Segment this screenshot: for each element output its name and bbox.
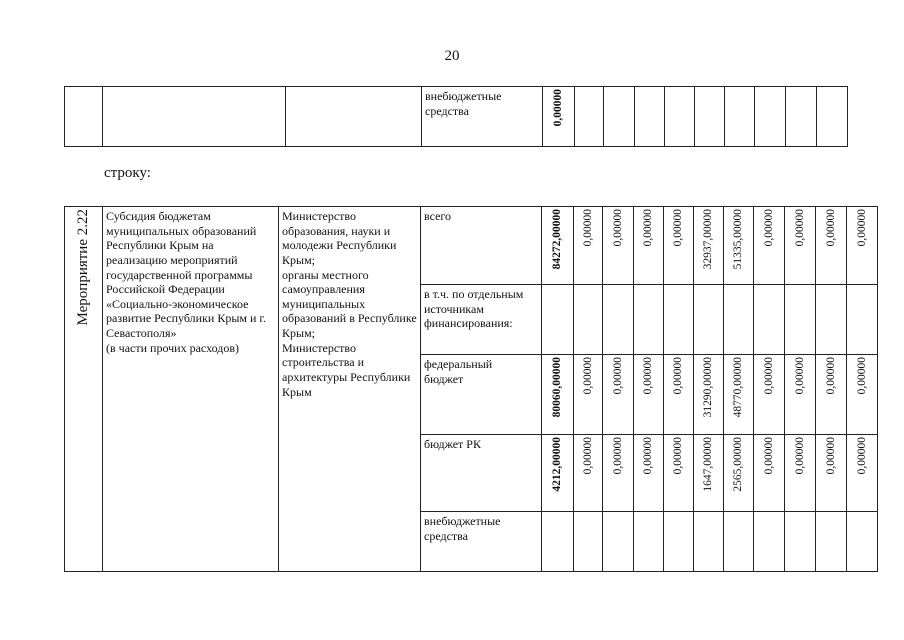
event-label: Мероприятие 2.22	[75, 209, 92, 326]
value-cell	[816, 512, 847, 572]
executors-cell: Министерство образования, науки и молодежи Республики Крым; органы местного самоуправления муниципальных образований в Республике Крым; Министерство строительства и архитектуры Республики Крым	[279, 207, 421, 572]
funding-source-cell: федеральный бюджет	[421, 355, 542, 435]
value-cell: 0,00000	[847, 207, 878, 285]
value-cell: 0,00000	[664, 355, 694, 435]
event-label-cell	[65, 207, 103, 572]
value-cell	[816, 285, 847, 355]
value-cell	[847, 512, 878, 572]
value-cell: 80060,00000	[542, 355, 574, 435]
value-cell: 0,00000	[785, 435, 816, 512]
value-cell	[754, 285, 785, 355]
description-cell: Субсидия бюджетам муниципальных образований Республики Крым на реализацию мероприятий государственной программы Российской Федерации «Социально-экономическое развитие Республики Крым и г. Севастополя» (в части прочих расходов)	[103, 207, 279, 572]
value-cell	[574, 285, 603, 355]
value-cell: 0,00000	[634, 435, 664, 512]
value-cell: 0,00000	[634, 355, 664, 435]
value-cell: 31290,00000	[694, 355, 724, 435]
value-cell: 0,00000	[603, 207, 634, 285]
value-cell	[786, 87, 817, 147]
table-row	[65, 207, 878, 285]
main-table	[64, 206, 878, 572]
value-cell	[785, 285, 816, 355]
value-cell: 0,00000	[574, 435, 603, 512]
value-cell: 84272,00000	[542, 207, 574, 285]
empty-cell	[286, 87, 422, 147]
value-cell: 0,00000	[816, 207, 847, 285]
value-cell	[665, 87, 695, 147]
value-cell: 1647,00000	[694, 435, 724, 512]
value-cell	[695, 87, 725, 147]
value-cell: 51335,00000	[724, 207, 754, 285]
value-cell: 2565,00000	[724, 435, 754, 512]
value-cell: 0,00000	[664, 435, 694, 512]
page-number: 20	[444, 48, 460, 64]
value-cell	[785, 512, 816, 572]
value-cell	[694, 512, 724, 572]
value-cell	[664, 285, 694, 355]
value-cell	[542, 512, 574, 572]
funding-source-cell: бюджет РК	[421, 435, 542, 512]
continuation-text: строку:	[104, 165, 151, 181]
value-cell: 0,00000	[847, 355, 878, 435]
value-cell	[604, 87, 635, 147]
value-cell	[603, 285, 634, 355]
value-cell	[694, 285, 724, 355]
value-cell	[754, 512, 785, 572]
value-cell	[634, 285, 664, 355]
value-cell: 0,00000	[754, 207, 785, 285]
value-cell	[847, 285, 878, 355]
value-cell	[542, 285, 574, 355]
value-cell	[664, 512, 694, 572]
value-cell: 0,00000	[574, 355, 603, 435]
funding-source-cell: внебюджетные средства	[421, 512, 542, 572]
value-cell: 0,00000	[754, 355, 785, 435]
value-cell	[634, 512, 664, 572]
value-cell: 0,00000	[785, 355, 816, 435]
empty-cell	[65, 87, 103, 147]
value-cell	[817, 87, 848, 147]
value-cell: 48770,00000	[724, 355, 754, 435]
value-cell: 0,00000	[754, 435, 785, 512]
value-cell: 0,00000	[603, 355, 634, 435]
value-cell: 0,00000	[816, 435, 847, 512]
value-cell	[575, 87, 604, 147]
value-cell: 0,00000	[785, 207, 816, 285]
funding-source-cell: в т.ч. по отдельным источникам финансирования:	[421, 285, 542, 355]
empty-cell	[103, 87, 286, 147]
value-cell	[724, 285, 754, 355]
value-cell: 0,00000	[574, 207, 603, 285]
value-cell	[725, 87, 755, 147]
value-cell: 32937,00000	[694, 207, 724, 285]
value-cell: 0,00000	[543, 87, 575, 147]
table-row	[65, 87, 848, 147]
value-cell: 0,00000	[664, 207, 694, 285]
top-table-fragment	[64, 86, 848, 147]
value-cell: 4212,00000	[542, 435, 574, 512]
value-cell: 0,00000	[816, 355, 847, 435]
value-cell: 0,00000	[603, 435, 634, 512]
value-cell: 0,00000	[847, 435, 878, 512]
funding-source-cell: всего	[421, 207, 542, 285]
value-cell	[574, 512, 603, 572]
value-cell: 0,00000	[634, 207, 664, 285]
value-cell	[635, 87, 665, 147]
value-cell	[603, 512, 634, 572]
value-cell	[724, 512, 754, 572]
funding-source-cell: внебюджетные средства	[422, 87, 543, 147]
value-cell	[755, 87, 786, 147]
